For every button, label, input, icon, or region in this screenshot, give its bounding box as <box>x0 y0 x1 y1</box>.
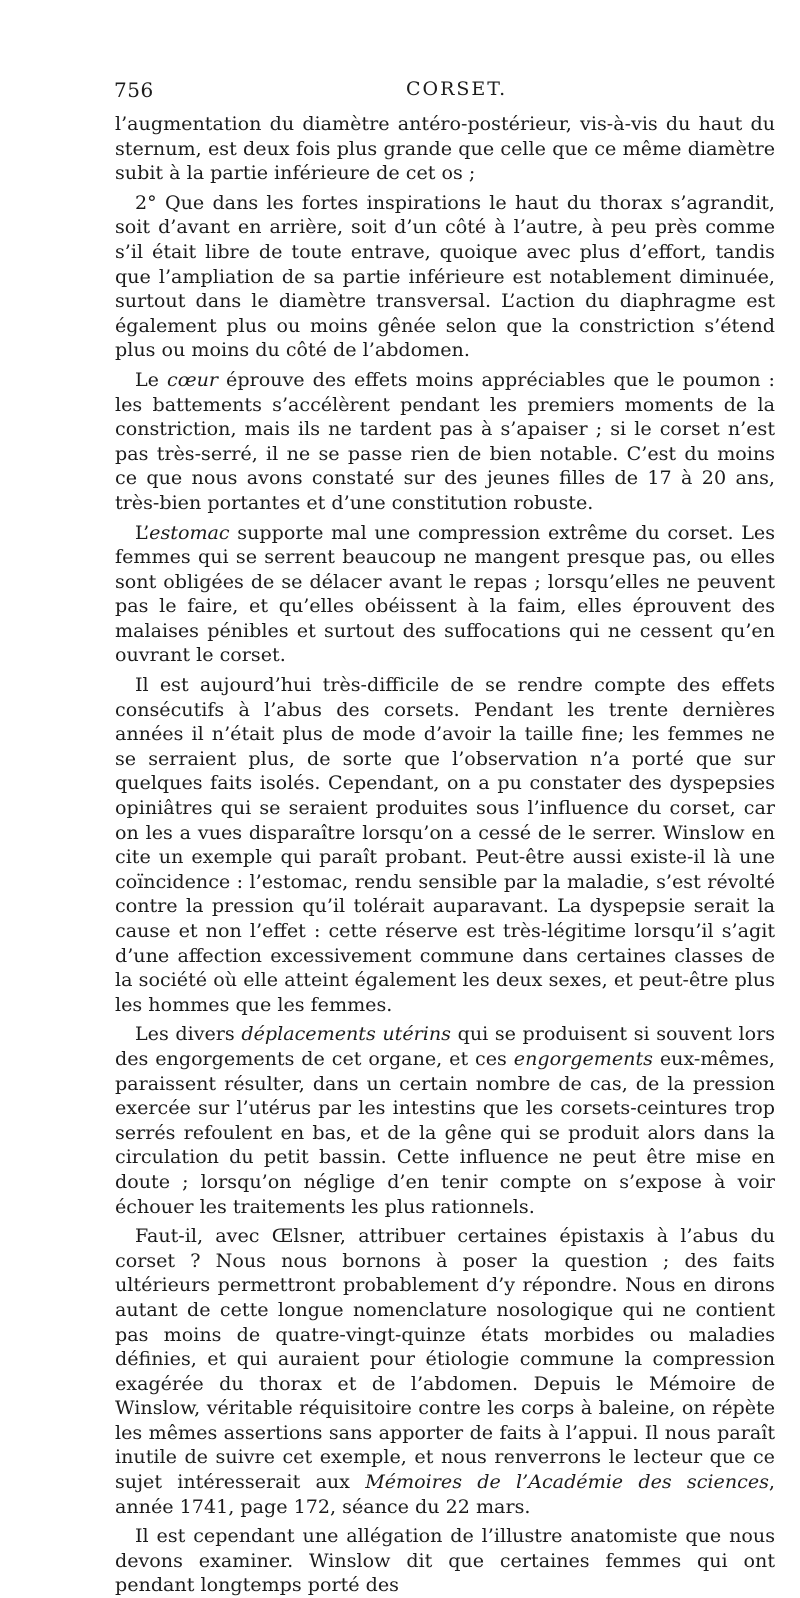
italic-term: cœur <box>167 367 219 391</box>
paragraph <box>115 673 775 1017</box>
body-text <box>115 112 775 1598</box>
text-run: éprouve des effets moins appréciables que le poumon : les battements s’accélèrent pendant les premiers moments de la constriction, mais ils ne tardent pas à s’apaiser ; si le corset n’est pas très-serré, il ne se passe rien de bien notable. C’est du moins ce que nous avons constaté sur des jeunes filles de 17 à 20 ans, très-bien portantes et d’une constitution robuste. <box>115 367 775 514</box>
paragraph <box>115 1224 775 1519</box>
text-run: qui se produisent si souvent lors des engorgements de cet organe, et ces <box>115 1022 776 1070</box>
italic-term: estomac <box>149 520 230 544</box>
text-run: , année 1741, page 172, séance du 22 mars. <box>115 1470 775 1518</box>
italic-term: engorgements <box>513 1046 653 1070</box>
italic-term: Mémoires de l’Académie des sciences <box>365 1470 769 1494</box>
text-run: 2° Que dans les fortes inspirations le haut du thorax s’agrandit, soit d’avant en arrière, soit d’un côté à l’autre, à peu près comme s’il était libre de toute entrave, quoique avec plus d’effort, tandis que l’ampliation de sa partie inférieure est notablement diminuée, surtout dans le diamètre transversal. L’action du diaphragme est également plus ou moins gênée selon que la constriction s’étend plus ou moins du côté de l’abdomen. <box>115 190 775 362</box>
text-run: Les divers <box>135 1022 242 1046</box>
paragraph <box>115 1524 775 1598</box>
text-run: Le <box>135 367 168 391</box>
paragraph <box>115 368 775 516</box>
text-run: L’ <box>135 520 150 544</box>
paragraph <box>115 521 775 669</box>
text-run: Il est cependant une allégation de l’illustre anatomiste que nous devons examiner. Winslow dit que certaines femmes qui ont pendant longtemps porté des <box>115 1524 775 1597</box>
text-run: Il est aujourd’hui très-difficile de se rendre compte des effets consécutifs à l’abus des corsets. Pendant les trente dernières années il n’était plus de mode d’avoir la taille fine; les femmes ne se serraient plus, de sorte que l’observation n’a porté que sur quelques faits isolés. Cependant, on a pu constater des dyspepsies opiniâtres qui se seraient produites sous l’influence du corset, car on les a vues disparaître lorsqu’on a cessé de le serrer. Winslow en cite un exemple qui paraît probant. Peut-être aussi existe-il là une coïncidence : l’estomac, rendu sensible par la maladie, s’est révolté contre la pression qu’il tolérait auparavant. La dyspepsie serait la cause et non l’effet : cette réserve est très-légitime lorsqu’il s’agit d’une affection excessivement commune dans certaines classes de la société où elle atteint également les deux sexes, et peut-être plus les hommes que les femmes. <box>115 673 775 1016</box>
text-run: l’augmentation du diamètre antéro-postérieur, vis-à-vis du haut du sternum, est deux fois plus grande que celle que ce même diamètre subit à la partie inférieure de cet os ; <box>115 112 775 185</box>
paragraph <box>115 112 775 186</box>
paragraph <box>115 191 775 363</box>
paragraph <box>115 1022 775 1219</box>
running-title: CORSET. <box>406 78 508 100</box>
text-run: eux-mêmes, paraissent résulter, dans un certain nombre de cas, de la pression exercée sur l’utérus par les intestins que les corsets-ceintures trop serrés refoulent en bas, et de la gêne qui se produit alors dans la circulation du petit bassin. Cette influence ne peut être mise en doute ; lorsqu’on néglige d’en tenir compte on s’expose à voir échouer les traitements les plus rationnels. <box>115 1046 776 1218</box>
page-header <box>114 78 772 108</box>
text-run: Faut-il, avec Œlsner, attribuer certaines épistaxis à l’abus du corset ? Nous nous bornons à poser la question ; des faits ultérieurs permettront probablement d’y répondre. Nous en dirons autant de cette longue nomenclature nosologique qui ne contient pas moins de quatre-vingt-quinze états morbides ou maladies définies, et qui auraient pour étiologie commune la compression exagérée du thorax et de l’abdomen. Depuis le Mémoire de Winslow, véritable réquisitoire contre les corps à baleine, on répète les mêmes assertions sans apporter de faits à l’appui. Il nous paraît inutile de suivre cet exemple, et nous renverrons le lecteur que ce sujet intéresserait aux <box>115 1224 775 1494</box>
italic-term: déplacements utérins <box>241 1022 451 1046</box>
text-run: supporte mal une compression extrême du corset. Les femmes qui se serrent beaucoup ne mangent presque pas, ou elles sont obligées de se délacer avant le repas ; lorsqu’elles ne peuvent pas le faire, et qu’elles obéissent à la faim, elles éprouvent des malaises pénibles et surtout des suffocations qui ne cessent qu’en ouvrant le corset. <box>115 520 775 667</box>
page-number: 756 <box>114 78 154 102</box>
